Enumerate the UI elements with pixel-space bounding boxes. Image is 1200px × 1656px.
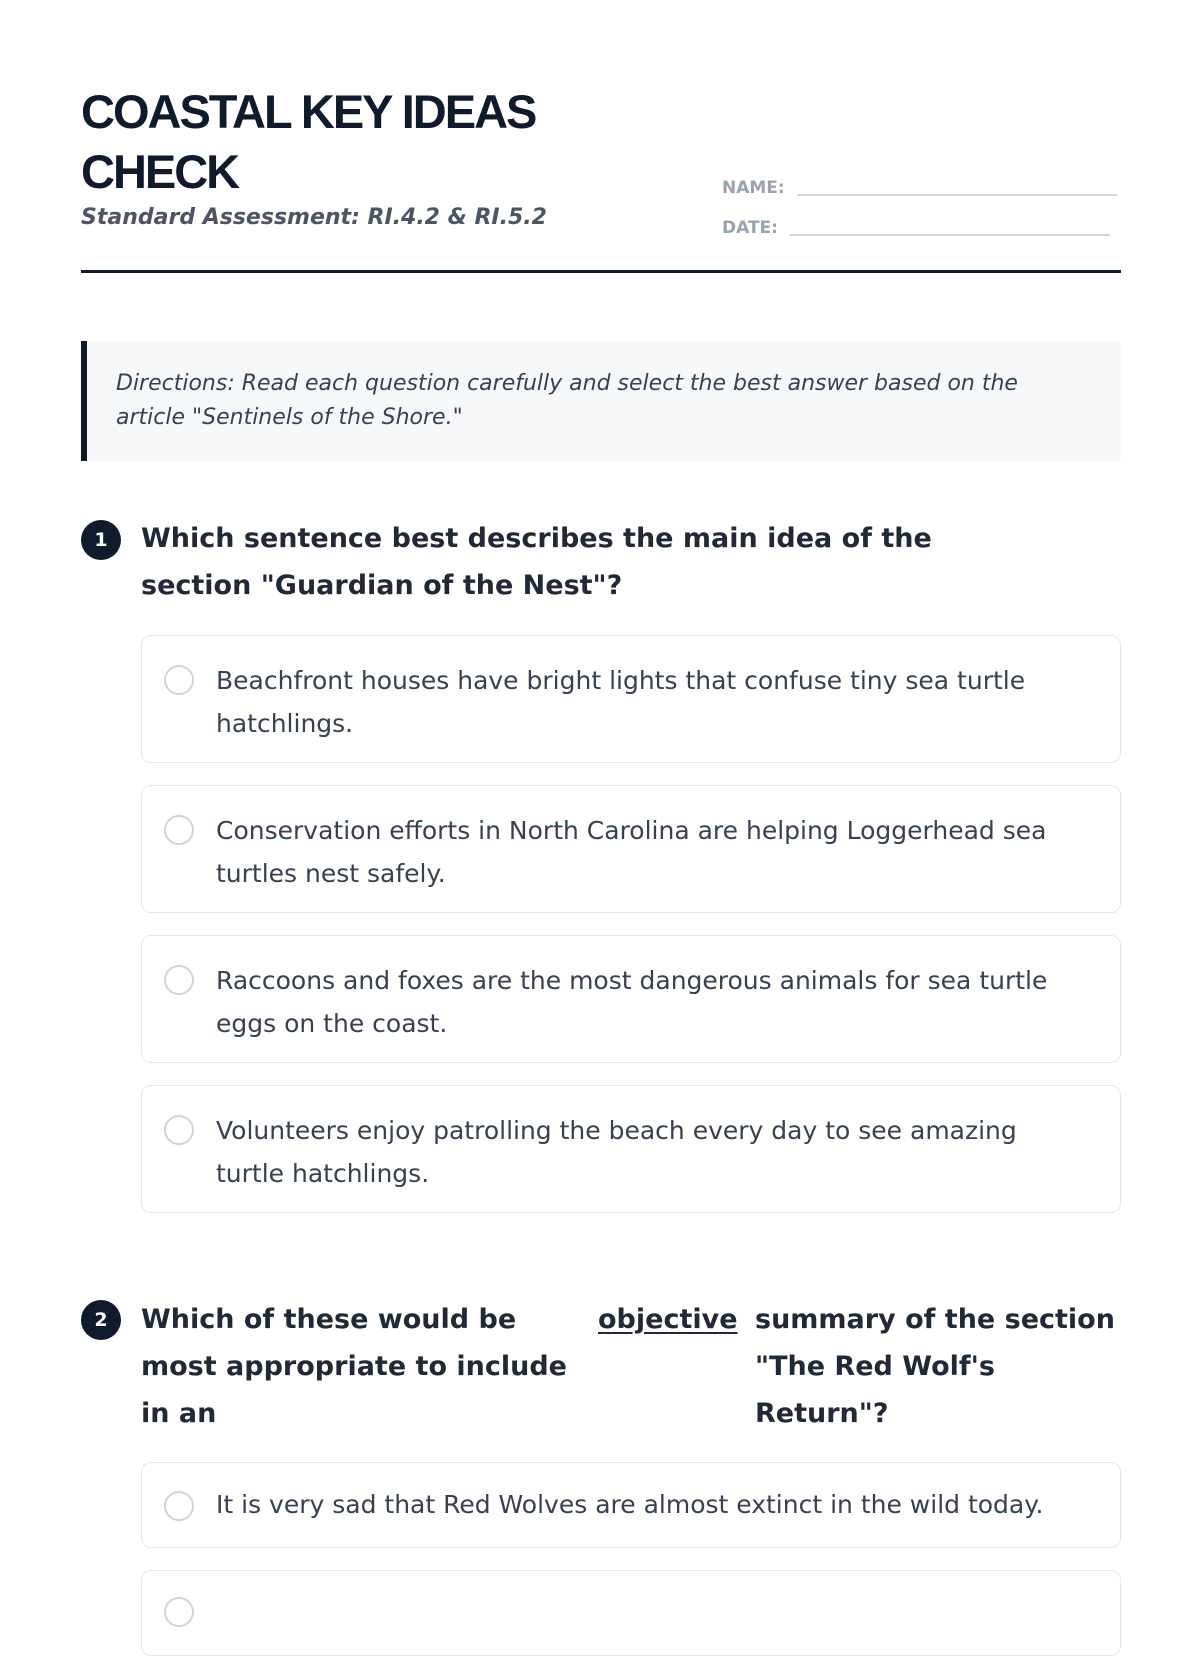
answer-option-text: It is very sad that Red Wolves are almost extinct in the wild today. xyxy=(216,1490,1044,1519)
date-label: DATE: xyxy=(722,218,778,238)
question-number-badge: 1 xyxy=(81,520,121,560)
question-1-text: Which sentence best describes the main idea of the section "Guardian of the Nest"? xyxy=(141,523,932,601)
page-subtitle: Standard Assessment: RI.4.2 & RI.5.2 xyxy=(81,205,547,230)
question-2-text-end: summary of the section "The Red Wolf's Return"? xyxy=(755,1304,1115,1429)
answer-option[interactable] xyxy=(141,785,1121,913)
answer-option-text: Volunteers enjoy patrolling the beach every day to see amazing turtle hatchlings. xyxy=(216,1116,1017,1188)
emphasis-word: objective xyxy=(598,1304,738,1335)
answer-option[interactable] xyxy=(141,1462,1121,1548)
question-2-emphasis xyxy=(598,1296,738,1343)
radio-button[interactable] xyxy=(164,965,194,995)
directions-box: Directions: Read each question carefully and select the best answer based on the article "Sentinels of the Shore." xyxy=(81,341,1121,461)
answer-option-partial[interactable] xyxy=(141,1570,1121,1656)
radio-button[interactable] xyxy=(164,1597,194,1627)
radio-button[interactable] xyxy=(164,815,194,845)
answer-option[interactable] xyxy=(141,935,1121,1063)
header-divider xyxy=(81,270,1121,273)
answer-option-text: Raccoons and foxes are the most dangerous animals for sea turtle eggs on the coast. xyxy=(216,966,1048,1038)
radio-button[interactable] xyxy=(164,665,194,695)
question-2-text-start: Which of these would be most appropriate to include in an xyxy=(141,1304,567,1429)
answer-option-text: Conservation efforts in North Carolina are helping Loggerhead sea turtles nest safely. xyxy=(216,816,1047,888)
date-field[interactable] xyxy=(722,218,1110,238)
question-number-badge: 2 xyxy=(81,1300,121,1340)
name-line[interactable] xyxy=(797,194,1117,196)
date-line[interactable] xyxy=(790,234,1110,236)
name-label: NAME: xyxy=(722,178,785,198)
answer-option[interactable] xyxy=(141,1085,1121,1213)
name-field[interactable] xyxy=(722,178,1117,198)
radio-button[interactable] xyxy=(164,1115,194,1145)
radio-button[interactable] xyxy=(164,1491,194,1521)
answer-option-text: Beachfront houses have bright lights that confuse tiny sea turtle hatchlings. xyxy=(216,666,1026,738)
answer-option[interactable] xyxy=(141,635,1121,763)
page-title: COASTAL KEY IDEAS CHECK xyxy=(81,85,536,198)
